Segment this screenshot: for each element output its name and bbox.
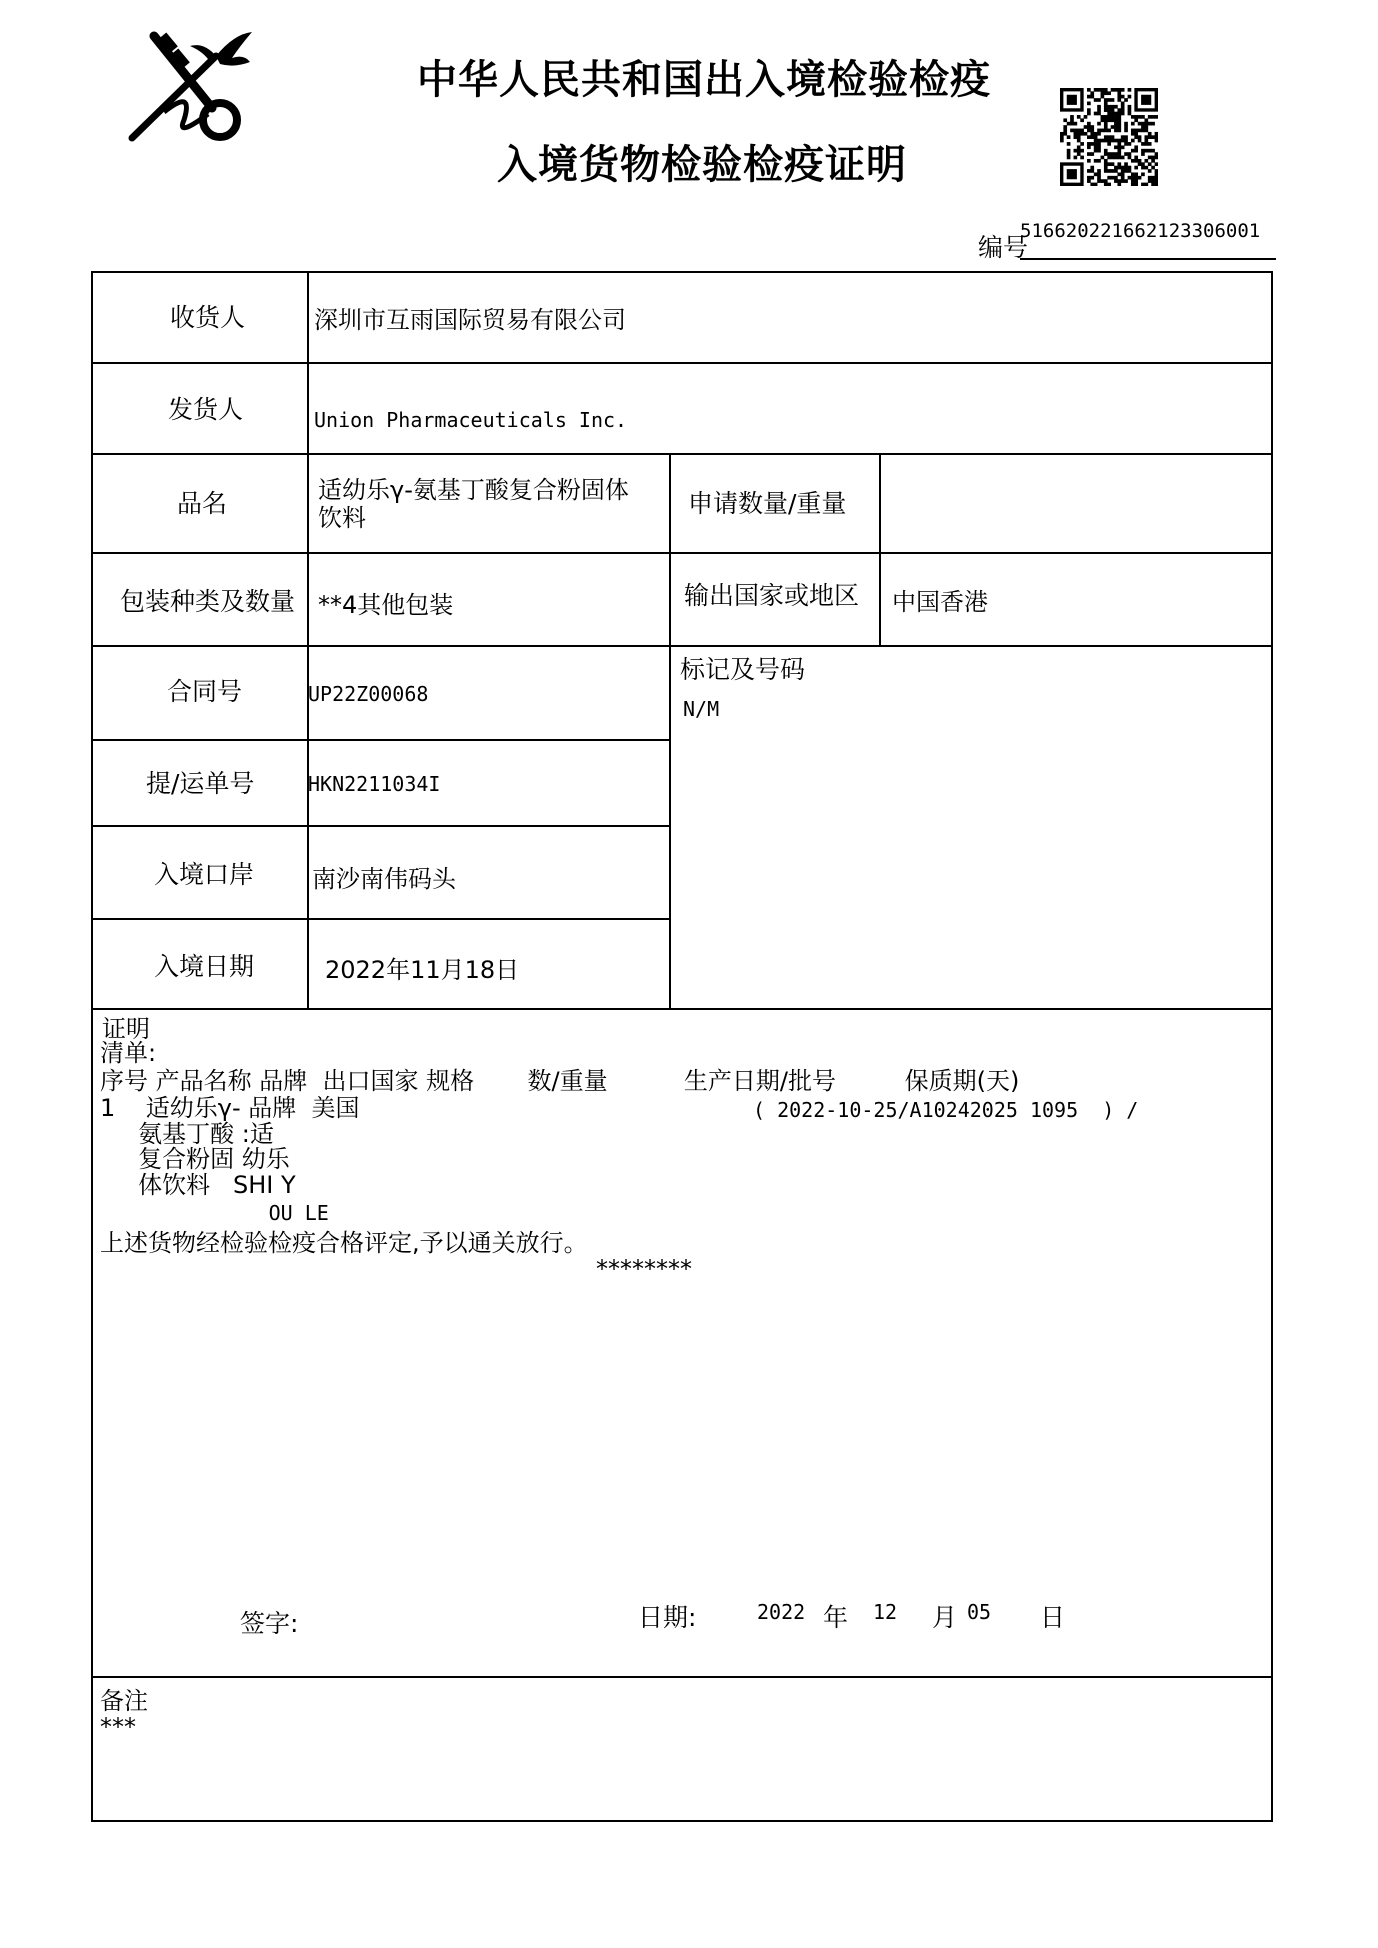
certificate-statement: 上述货物经检验检疫合格评定,予以通关放行。: [100, 1229, 588, 1257]
export-country-value: 中国香港: [892, 588, 988, 616]
remarks-value: ***: [100, 1713, 136, 1741]
date-day: 05: [967, 1600, 992, 1624]
package-label: 包装种类及数量: [120, 587, 296, 616]
bill-of-lading-label: 提/运单号: [146, 769, 255, 798]
year-char: 年: [823, 1603, 849, 1632]
list-row-5: OU LE: [100, 1201, 329, 1225]
certificate-number-label: 编号: [978, 233, 1029, 262]
remarks-label: 备注: [100, 1687, 148, 1715]
entry-date-label: 入境日期: [154, 952, 255, 981]
customs-emblem-icon: [124, 28, 254, 146]
export-country-label: 输出国家或地区: [684, 581, 860, 610]
certificate-heading: 证明: [102, 1015, 150, 1043]
marks-value: N/M: [683, 697, 720, 721]
list-row-1: 1 适幼乐γ- 品牌 美国: [100, 1094, 360, 1122]
certificate-stars: ********: [596, 1255, 692, 1283]
certificate-number: 516620221662123306001: [1020, 220, 1261, 242]
bill-of-lading-value: HKN2211034I: [308, 772, 441, 796]
product-name-value-line1: 适幼乐γ-氨基丁酸复合粉固体: [318, 476, 629, 504]
entry-port-value: 南沙南伟码头: [312, 865, 456, 893]
product-name-value-line2: 饮料: [318, 504, 366, 532]
list-row-2: 氨基丁酸 :适: [100, 1120, 274, 1148]
list-column-headers: 序号 产品名称 品牌 出口国家 规格 数/重量 生产日期/批号 保质期(天): [100, 1067, 1020, 1095]
list-row-3: 复合粉固 幼乐: [100, 1145, 290, 1173]
entry-port-label: 入境口岸: [154, 860, 255, 889]
marks-label: 标记及号码: [680, 655, 806, 684]
product-name-label: 品名: [177, 489, 228, 518]
day-char: 日: [1040, 1603, 1066, 1632]
qr-code-icon: [1060, 88, 1158, 186]
list-row-4: 体饮料 SHI Y: [100, 1171, 296, 1199]
consignee-label: 收货人: [170, 303, 246, 332]
consignee-value: 深圳市互雨国际贸易有限公司: [314, 306, 626, 334]
entry-date-value: 2022年11月18日: [325, 956, 520, 984]
consignor-value: Union Pharmaceuticals Inc.: [314, 408, 628, 432]
signature-label: 签字:: [240, 1609, 299, 1638]
list-label: 清单:: [100, 1039, 157, 1067]
consignor-label: 发货人: [168, 395, 244, 424]
list-row-1-production: ( 2022-10-25/A10242025 1095 ) /: [753, 1098, 1139, 1122]
month-char: 月: [932, 1603, 958, 1632]
date-label: 日期:: [638, 1603, 697, 1632]
contract-label: 合同号: [167, 677, 243, 706]
package-value: **4其他包装: [318, 591, 454, 619]
date-year: 2022: [757, 1600, 806, 1624]
title-line-1: 中华人民共和国出入境检验检疫: [417, 56, 991, 103]
contract-value: UP22Z00068: [308, 682, 429, 706]
quantity-label: 申请数量/重量: [688, 489, 847, 518]
certificate-table: [91, 271, 1273, 1822]
title-line-2: 入境货物检验检疫证明: [497, 141, 907, 188]
date-month: 12: [873, 1600, 898, 1624]
